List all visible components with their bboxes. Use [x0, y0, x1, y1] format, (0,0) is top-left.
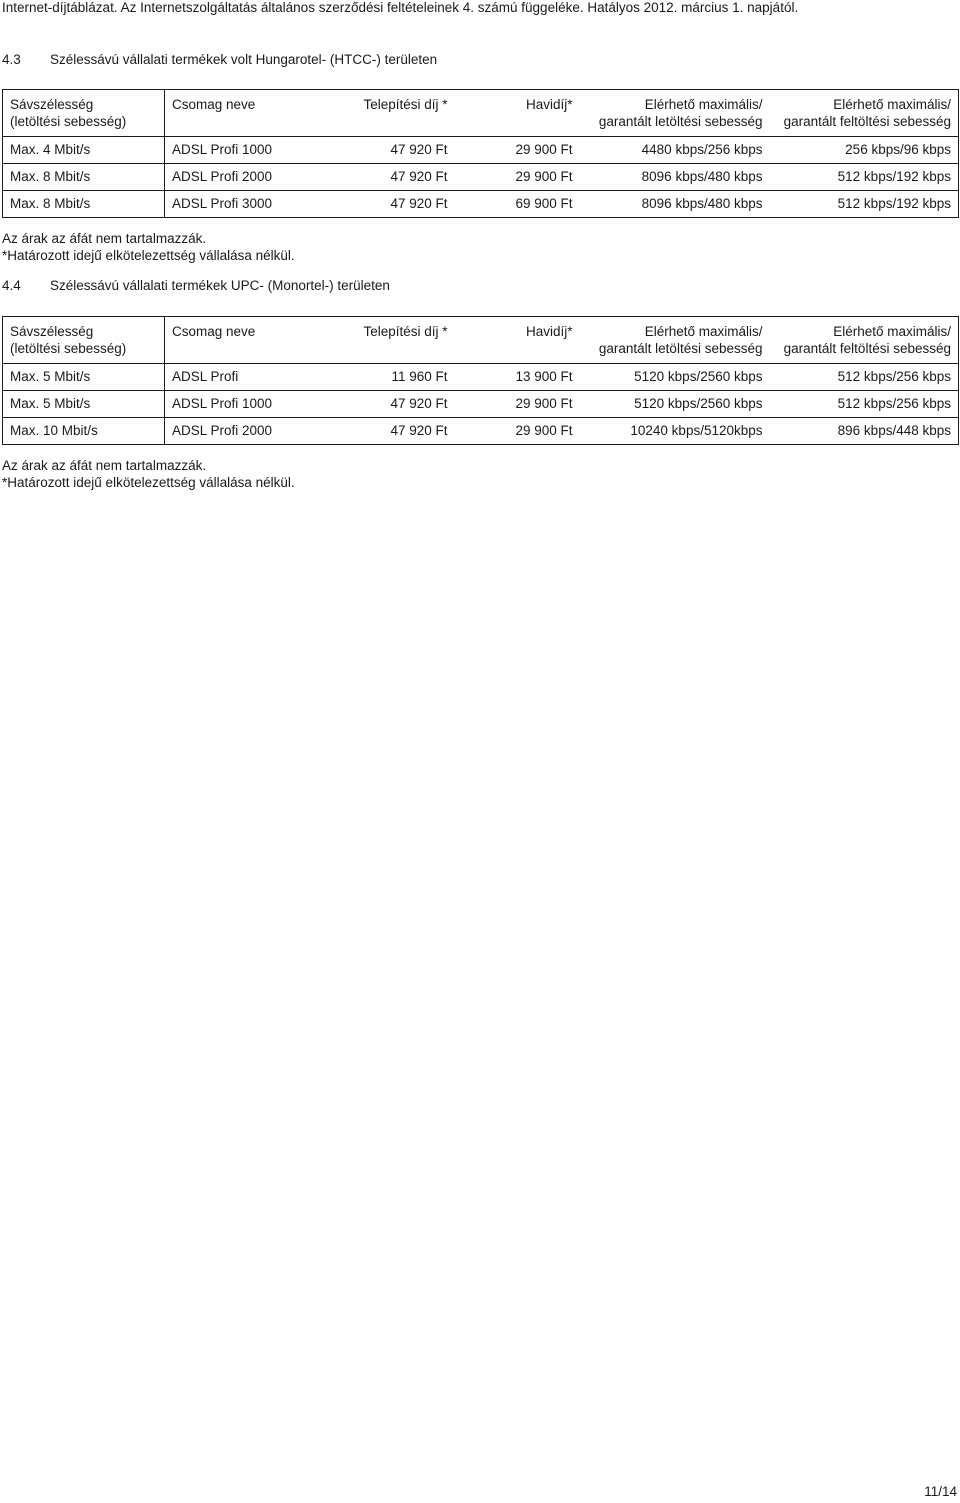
col-header-bandwidth: Sávszélesség (letöltési sebesség) — [3, 90, 165, 137]
cell-download-speed: 10240 kbps/5120kbps — [580, 418, 770, 445]
vat-note: Az árak az áfát nem tartalmazzák. — [2, 231, 207, 246]
cell-install-fee: 47 920 Ft — [305, 137, 455, 164]
cell-bandwidth: Max. 8 Mbit/s — [3, 191, 165, 218]
cell-monthly-fee: 29 900 Ft — [455, 137, 580, 164]
cell-monthly-fee: 29 900 Ft — [455, 418, 580, 445]
cell-upload-speed: 512 kbps/256 kbps — [770, 391, 959, 418]
table-row — [3, 364, 959, 391]
section-title-4-3 — [2, 52, 437, 67]
table-row — [3, 391, 959, 418]
cell-package: ADSL Profi 2000 — [165, 418, 305, 445]
cell-package: ADSL Profi — [165, 364, 305, 391]
cell-monthly-fee: 29 900 Ft — [455, 164, 580, 191]
cell-bandwidth: Max. 10 Mbit/s — [3, 418, 165, 445]
section-number: 4.4 — [2, 278, 21, 293]
cell-upload-speed: 512 kbps/256 kbps — [770, 364, 959, 391]
cell-monthly-fee: 29 900 Ft — [455, 391, 580, 418]
cell-package: ADSL Profi 3000 — [165, 191, 305, 218]
cell-bandwidth: Max. 8 Mbit/s — [3, 164, 165, 191]
table-header-row — [3, 90, 959, 137]
cell-download-speed: 8096 kbps/480 kbps — [580, 164, 770, 191]
commitment-note: *Határozott idejű elkötelezettség vállalása nélkül. — [2, 475, 295, 490]
col-header-monthly-fee: Havidíj* — [455, 90, 580, 137]
cell-package: ADSL Profi 2000 — [165, 164, 305, 191]
section-title-4-4 — [2, 278, 390, 293]
col-header-install-fee: Telepítési díj * — [305, 317, 455, 364]
cell-install-fee: 47 920 Ft — [305, 164, 455, 191]
cell-bandwidth: Max. 4 Mbit/s — [3, 137, 165, 164]
cell-upload-speed: 512 kbps/192 kbps — [770, 191, 959, 218]
cell-upload-speed: 896 kbps/448 kbps — [770, 418, 959, 445]
cell-install-fee: 47 920 Ft — [305, 418, 455, 445]
col-header-upload-speed: Elérhető maximális/ garantált feltöltési sebesség — [770, 317, 959, 364]
cell-install-fee: 47 920 Ft — [305, 191, 455, 218]
cell-monthly-fee: 69 900 Ft — [455, 191, 580, 218]
table-header-row — [3, 317, 959, 364]
section-title-text: Szélessávú vállalati termékek UPC- (Monortel-) területen — [50, 278, 390, 293]
page-number: 11/14 — [924, 1484, 957, 1499]
cell-download-speed: 8096 kbps/480 kbps — [580, 191, 770, 218]
cell-monthly-fee: 13 900 Ft — [455, 364, 580, 391]
cell-download-speed: 5120 kbps/2560 kbps — [580, 364, 770, 391]
cell-package: ADSL Profi 1000 — [165, 391, 305, 418]
table-row — [3, 191, 959, 218]
cell-install-fee: 47 920 Ft — [305, 391, 455, 418]
col-header-install-fee: Telepítési díj * — [305, 90, 455, 137]
cell-bandwidth: Max. 5 Mbit/s — [3, 391, 165, 418]
col-header-download-speed: Elérhető maximális/ garantált letöltési sebesség — [580, 317, 770, 364]
col-header-bandwidth: Sávszélesség (letöltési sebesség) — [3, 317, 165, 364]
cell-upload-speed: 256 kbps/96 kbps — [770, 137, 959, 164]
cell-download-speed: 5120 kbps/2560 kbps — [580, 391, 770, 418]
cell-package: ADSL Profi 1000 — [165, 137, 305, 164]
pricing-table-upc — [2, 316, 959, 445]
col-header-download-speed: Elérhető maximális/ garantált letöltési sebesség — [580, 90, 770, 137]
table-row — [3, 164, 959, 191]
col-header-package: Csomag neve — [165, 317, 305, 364]
table-row — [3, 418, 959, 445]
vat-note: Az árak az áfát nem tartalmazzák. — [2, 458, 207, 473]
pricing-table-htcc — [2, 89, 959, 218]
commitment-note: *Határozott idejű elkötelezettség vállalása nélkül. — [2, 248, 295, 263]
document-header: Internet-díjtáblázat. Az Internetszolgáltatás általános szerződési feltételeinek 4. számú függeléke. Hatályos 2012. március 1. napjától. — [2, 0, 799, 15]
table-row — [3, 137, 959, 164]
section-number: 4.3 — [2, 52, 21, 67]
cell-bandwidth: Max. 5 Mbit/s — [3, 364, 165, 391]
col-header-package: Csomag neve — [165, 90, 305, 137]
cell-upload-speed: 512 kbps/192 kbps — [770, 164, 959, 191]
cell-install-fee: 11 960 Ft — [305, 364, 455, 391]
col-header-monthly-fee: Havidíj* — [455, 317, 580, 364]
section-title-text: Szélessávú vállalati termékek volt Hungarotel- (HTCC-) területen — [50, 52, 438, 67]
col-header-upload-speed: Elérhető maximális/ garantált feltöltési sebesség — [770, 90, 959, 137]
cell-download-speed: 4480 kbps/256 kbps — [580, 137, 770, 164]
